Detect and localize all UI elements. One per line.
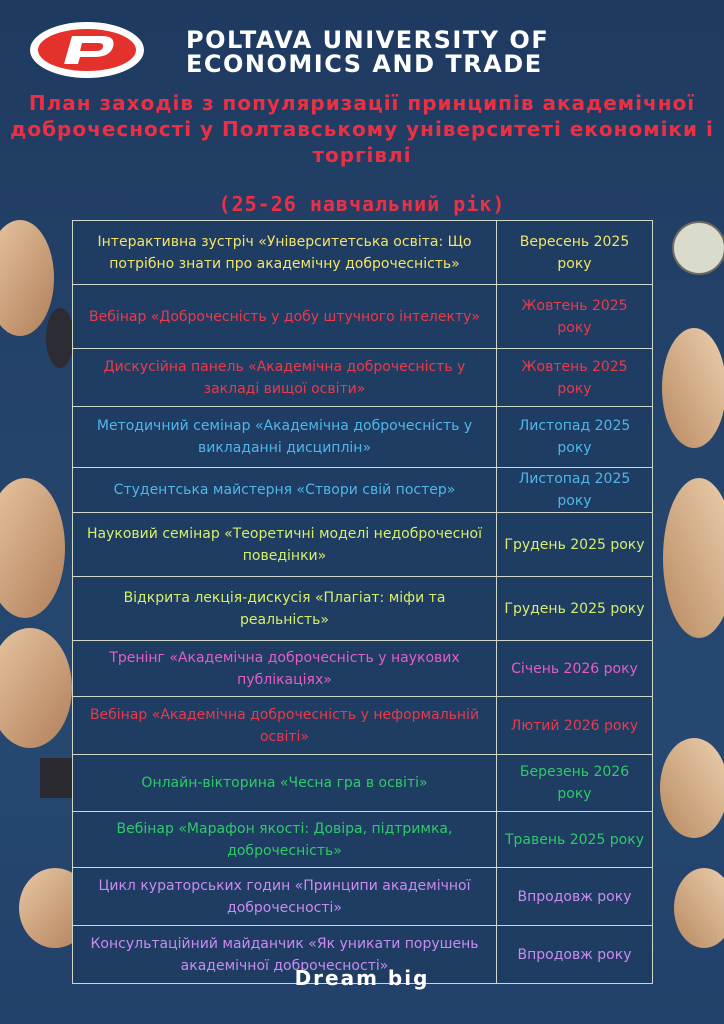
event-name: Онлайн-вікторина «Чесна гра в освіті» [73, 755, 497, 812]
event-date: Січень 2026 року [497, 641, 653, 697]
table-row [73, 513, 653, 577]
right-decorative-art [644, 218, 724, 948]
table-row [73, 641, 653, 697]
table-row [73, 755, 653, 812]
table-row [73, 868, 653, 926]
event-name: Методичний семінар «Академічна доброчесність у викладанні дисциплін» [73, 407, 497, 468]
table-row [73, 221, 653, 285]
event-date: Березень 2026 року [497, 755, 653, 812]
statue-art-icon [0, 218, 80, 948]
event-date: Листопад 2025 року [497, 407, 653, 468]
event-date: Грудень 2025 року [497, 577, 653, 641]
event-name: Консультаційний майданчик «Як уникати порушень академічної доброчесності» [73, 926, 497, 984]
table-row [73, 468, 653, 513]
event-date: Вересень 2025 року [497, 221, 653, 285]
event-date: Травень 2025 року [497, 812, 653, 868]
table-row [73, 285, 653, 349]
university-name [186, 28, 656, 76]
event-name: Студентська майстерня «Створи свій постер» [73, 468, 497, 513]
table-row [73, 407, 653, 468]
statue-art-icon [644, 218, 724, 948]
event-name: Відкрита лекція-дискусія «Плагіат: міфи та реальність» [73, 577, 497, 641]
event-name: Вебінар «Доброчесність у добу штучного інтелекту» [73, 285, 497, 349]
event-date: Лютий 2026 року [497, 697, 653, 755]
footer-slogan: Dream big [294, 966, 430, 990]
table-row [73, 349, 653, 407]
page-title: План заходів з популяризації принципів академічної доброчесності у Полтавському університеті економіки і торгівлі [10, 91, 714, 167]
table-row [73, 697, 653, 755]
table-row [73, 577, 653, 641]
event-name: Вебінар «Марафон якості: Довіра, підтримка, доброчесність» [73, 812, 497, 868]
left-decorative-art [0, 218, 80, 948]
event-date: Жовтень 2025 року [497, 285, 653, 349]
event-date: Впродовж року [497, 926, 653, 984]
event-name: Тренінг «Академічна доброчесність у наукових публікаціях» [73, 641, 497, 697]
university-name-line2: ECONOMICS AND TRADE [186, 50, 543, 78]
university-name-line1: POLTAVA UNIVERSITY OF [186, 26, 550, 54]
event-name: Цикл кураторських годин «Принципи академічної доброчесності» [73, 868, 497, 926]
university-logo-icon [28, 20, 146, 80]
table-row [73, 812, 653, 868]
event-date: Листопад 2025 року [497, 468, 653, 513]
events-table [72, 220, 653, 984]
header [0, 0, 724, 90]
event-date: Впродовж року [497, 868, 653, 926]
event-name: Вебінар «Академічна доброчесність у неформальній освіті» [73, 697, 497, 755]
event-date: Жовтень 2025 року [497, 349, 653, 407]
event-date: Грудень 2025 року [497, 513, 653, 577]
event-name: Дискусійна панель «Академічна доброчесність у закладі вищої освіти» [73, 349, 497, 407]
event-name: Науковий семінар «Теоретичні моделі недоброчесної поведінки» [73, 513, 497, 577]
event-name: Інтерактивна зустріч «Університетська освіта: Що потрібно знати про академічну доброчесність» [73, 221, 497, 285]
academic-year: (25-26 навчальний рік) [218, 192, 506, 216]
